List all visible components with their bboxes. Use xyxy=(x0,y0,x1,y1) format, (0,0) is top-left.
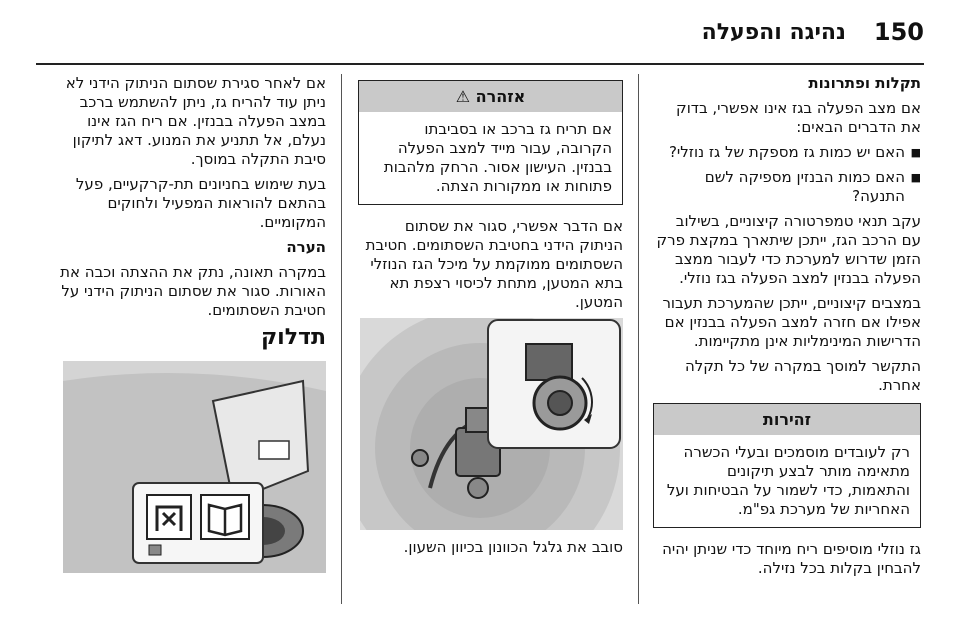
middle-column xyxy=(358,74,623,563)
header-divider xyxy=(36,63,924,65)
left-column xyxy=(58,74,326,573)
warning-box-header xyxy=(359,81,622,112)
body-paragraph: אם לאחר סגירת שסתום הניתוק הידני לא ניתן עוד להריח גז, ניתן להשתמש ברכב במצב הפעלה בבנזין. אם ריח הגז אינו נעלם, אל תתניע את המנוע. דאג לתיקון סיבת התקלה במוסך. xyxy=(65,74,326,168)
figure-caption: סובב את גלגל הכוונון בכיוון השעון. xyxy=(403,538,623,556)
warning-box-title: אזהרה xyxy=(475,87,526,106)
caution-box-title: זהירות xyxy=(654,404,920,435)
body-paragraph: אם הדבר אפשרי, סגור את שסתום הניתוק הידני בחטיבת השסתומים. חטיבת השסתומים ממוקמת על מיכל הגז הנוזלי בתא המטען, מתחת לכיסוי רצפת תא המטען. xyxy=(365,217,623,311)
note-heading: הערה xyxy=(286,238,326,256)
body-paragraph: התקשר למוסך במקרה של כל תקלה אחרת. xyxy=(684,357,921,394)
note-body: במקרה תאונה, נתק את ההצתה וכבה את האורות. סגור את שסתום הניתוק הידני על חטיבת השסתומים. xyxy=(60,263,326,319)
bullet-item: ■ האם כמות הבנזין מספיקה לשם התנעה? xyxy=(653,168,921,206)
column-divider xyxy=(341,74,342,604)
valve-block-drawing xyxy=(360,318,623,530)
fuel-flap-illustration xyxy=(63,361,326,573)
warning-box-body: אם תריח גז ברכב או בסביבתו הקרובה, עבור מייד למצב הפעלה בבנזין. העישון אסור. הרחק מלהבות פתוחות או ממקורות הצתה. xyxy=(383,120,612,195)
page-number: 150 xyxy=(873,18,924,46)
page-header xyxy=(24,14,936,54)
valve-block-illustration xyxy=(360,318,623,530)
right-column xyxy=(653,74,921,584)
caution-box-body: רק לעובדים מוסמכים ובעלי הכשרה מתאימה מותר לבצע תיקונים והתאמות, כדי לשמור על הבטיחות ועל האחריות של מערכת גפ"מ. xyxy=(666,443,910,518)
chapter-title: נהיגה והפעלה xyxy=(701,20,846,45)
warning-box xyxy=(358,80,623,205)
body-paragraph: עקב תנאי טמפרטורה קיצוניים, בשילוב עם הרכב הגז, ייתכן שיתארך במקצת פרק הזמן שדרוש למערכת כדי לעבור ממצב הפעלה בבנזין למצב הפעלה בגז נוזלי. xyxy=(656,212,921,287)
caution-box xyxy=(653,403,921,528)
fuel-flap-drawing xyxy=(63,361,326,573)
column-divider xyxy=(638,74,639,604)
body-paragraph: בעת שימוש בחניונים תת-קרקעיים, פעל בהתאם להוראות המפעיל ולחוקים המקומיים. xyxy=(75,175,326,231)
warning-triangle-icon: ⚠ xyxy=(455,87,471,106)
body-paragraph: במצבים קיצוניים, ייתכן שהמערכת תעבור אפילו אם חזרה למצב הפעלה בבנזין אם הדרישות המינימליות אינן מתקיימות. xyxy=(662,294,921,350)
body-paragraph: גז נוזלי מוסיפים ריח מיוחד כדי שניתן יהיה להבחין בקלות בכל נזילה. xyxy=(662,540,921,577)
troubleshooting-intro: אם מצב הפעלה בגז אינו אפשרי, בדוק את הדברים הבאים: xyxy=(676,99,921,136)
troubleshooting-heading: תקלות ופתרונות xyxy=(808,74,921,92)
section-heading: תדלוק xyxy=(260,325,326,350)
bullet-item: ■ האם יש כמות גז מספקת של גז נוזלי? xyxy=(653,143,921,162)
